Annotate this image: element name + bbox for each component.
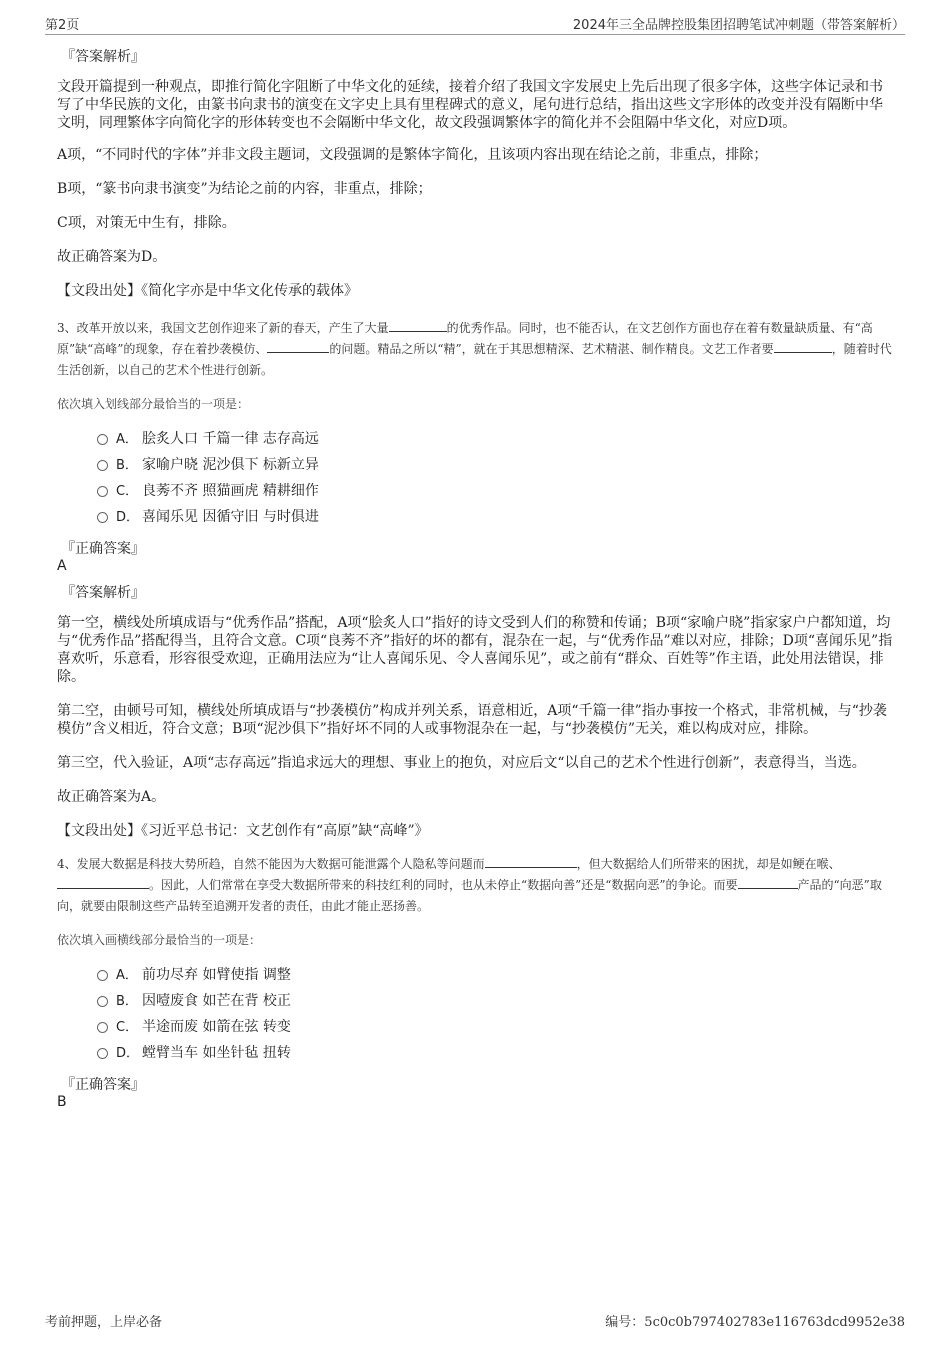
radio-icon[interactable] xyxy=(97,512,108,523)
q4-answer: B xyxy=(57,1094,67,1110)
option-letter: D． xyxy=(116,1046,140,1061)
option-letter: C． xyxy=(116,484,139,499)
document-body xyxy=(57,46,895,1118)
q3-answer: A xyxy=(57,558,67,574)
q3-stem-part: 的问题。精品之所以“精”，就在于其思想精深、艺术精湛、制作精良。文艺工作者要 xyxy=(329,342,774,356)
fill-blank xyxy=(485,855,577,868)
fill-blank xyxy=(389,319,447,332)
option-text: 家喻户晓 泥沙俱下 标新立异 xyxy=(142,457,319,473)
radio-icon[interactable] xyxy=(97,1048,108,1059)
option-letter: D． xyxy=(116,510,140,525)
radio-icon[interactable] xyxy=(97,460,108,471)
q2-source: 【文段出处】《简化字亦是中华文化传承的载体》 xyxy=(57,283,358,299)
q3-option-a[interactable] xyxy=(97,426,895,452)
q2-analysis-para3: B项，“篆书向隶书演变”为结论之前的内容，非重点，排除； xyxy=(57,181,432,197)
q4-stem xyxy=(57,854,895,917)
q4-option-c[interactable] xyxy=(97,1014,895,1040)
q2-analysis-para5: 故正确答案为D。 xyxy=(57,249,167,265)
option-letter: B． xyxy=(116,994,138,1009)
option-text: 脍炙人口 千篇一律 志存高远 xyxy=(142,431,319,447)
q4-stem-part: 产品的“向恶”取向，就要由限制这些产品转至追溯开发者的责任，由此才能止恶扬善。 xyxy=(57,878,882,913)
q4-option-a[interactable] xyxy=(97,962,895,988)
q3-stem-part: 3、改革开放以来，我国文艺创作迎来了新的春天，产生了大量 xyxy=(57,321,389,335)
q4-instruction: 依次填入画横线部分最恰当的一项是： xyxy=(57,933,262,947)
option-letter: B． xyxy=(116,458,138,473)
option-letter: C． xyxy=(116,1020,139,1035)
q3-stem-part: 的优秀作品。同时，也不能否认，在文艺创作方面也存在着有数量缺质量、有“高原”缺“高峰”的现象，存在着抄袭模仿、 xyxy=(57,321,873,356)
option-letter: A． xyxy=(116,432,138,447)
q4-stem-part: 。因此，人们常常在享受大数据所带来的科技红利的同时，也从未停止“数据向善”还是“数据向恶”的争论。而要 xyxy=(149,878,738,892)
q3-option-b[interactable] xyxy=(97,452,895,478)
q4-option-b[interactable] xyxy=(97,988,895,1014)
radio-icon[interactable] xyxy=(97,434,108,445)
radio-icon[interactable] xyxy=(97,970,108,981)
q2-analysis-para1: 文段开篇提到一种观点，即推行简化字阻断了中华文化的延续，接着介绍了我国文字发展史上先后出现了很多字体，这些字体记录和书写了中华民族的文化，由篆书向隶书的演变在文字史上具有里程碑式的意义，尾句进行总结，指出这些文字形体的改变并没有隔断中华文明，同理繁体字向简化字的形体转变也不会隔断中华文化，故文段强调繁体字的简化并不会阻隔中华文化，对应D项。 xyxy=(57,79,883,131)
q2-analysis-para2: A项，“不同时代的字体”并非文段主题词，文段强调的是繁体字简化，且该项内容出现在结论之前，非重点，排除； xyxy=(57,147,768,163)
q3-source: 【文段出处】《习近平总书记：文艺创作有“高原”缺“高峰”》 xyxy=(57,823,429,839)
q3-analysis-para3: 第三空，代入验证，A项“志存高远”指追求远大的理想、事业上的抱负，对应后文“以自己的艺术个性进行创新”，表意得当，当选。 xyxy=(57,755,866,771)
option-text: 因噎废食 如芒在背 校正 xyxy=(142,993,291,1009)
document-id: 编号：5c0c0b797402783e116763dcd9952e38 xyxy=(605,1315,905,1330)
fill-blank xyxy=(57,876,149,889)
q3-instruction: 依次填入划线部分最恰当的一项是： xyxy=(57,397,250,411)
q3-analysis-para4: 故正确答案为A。 xyxy=(57,789,166,805)
q3-analysis-label: 『答案解析』 xyxy=(61,585,145,601)
q4-options xyxy=(97,962,895,1066)
q2-analysis-label: 『答案解析』 xyxy=(61,49,145,65)
q3-analysis-para1: 第一空，横线处所填成语与“优秀作品”搭配，A项“脍炙人口”指好的诗文受到人们的称赞和传诵；B项“家喻户晓”指家家户户都知道，均与“优秀作品”搭配得当，且符合文意。C项“良莠不齐”指好的坏的都有，混杂在一起，与“优秀作品”难以对应，排除；D项“喜闻乐见”指喜欢听，乐意看，形容很受欢迎，正确用法应为“让人喜闻乐见、令人喜闻乐见”，或之前有“群众、百姓等”作主语，此处用法错误，排除。 xyxy=(57,615,893,685)
fill-blank xyxy=(267,340,329,353)
radio-icon[interactable] xyxy=(97,1022,108,1033)
page-number: 第2页 xyxy=(45,18,80,33)
option-text: 半途而废 如箭在弦 转变 xyxy=(142,1019,291,1035)
option-text: 喜闻乐见 因循守旧 与时俱进 xyxy=(142,509,319,525)
option-letter: A． xyxy=(116,968,138,983)
q4-option-d[interactable] xyxy=(97,1040,895,1066)
radio-icon[interactable] xyxy=(97,486,108,497)
q2-analysis-para4: C项，对策无中生有，排除。 xyxy=(57,215,236,231)
fill-blank xyxy=(774,340,832,353)
q3-option-d[interactable] xyxy=(97,504,895,530)
radio-icon[interactable] xyxy=(97,996,108,1007)
q3-stem xyxy=(57,318,895,381)
q3-analysis-para2: 第二空，由顿号可知，横线处所填成语与“抄袭模仿”构成并列关系，语意相近，A项“千篇一律”指办事按一个格式，非常机械，与“抄袭模仿”含义相近，符合文意；B项“泥沙俱下”指好坏不同的人或事物混杂在一起，与“抄袭模仿”无关，难以构成对应，排除。 xyxy=(57,703,887,737)
q3-stem-part: ，随着时代生活创新，以自己的艺术个性进行创新。 xyxy=(57,342,892,377)
fill-blank xyxy=(738,876,798,889)
q4-answer-label: 『正确答案』 xyxy=(61,1077,145,1093)
q4-stem-part: 4、发展大数据是科技大势所趋，自然不能因为大数据可能泄露个人隐私等问题而 xyxy=(57,857,485,871)
q3-options xyxy=(97,426,895,530)
option-text: 螳臂当车 如坐针毡 扭转 xyxy=(142,1045,291,1061)
q3-answer-label: 『正确答案』 xyxy=(61,541,145,557)
q4-stem-part: ，但大数据给人们所带来的困扰，却是如鲠在喉、 xyxy=(576,857,841,871)
page-header xyxy=(45,12,905,35)
document-title: 2024年三全品牌控股集团招聘笔试冲刺题（带答案解析） xyxy=(572,18,905,33)
option-text: 前功尽弃 如臂使指 调整 xyxy=(142,967,291,983)
footer-slogan: 考前押题，上岸必备 xyxy=(45,1315,163,1330)
q3-option-c[interactable] xyxy=(97,478,895,504)
option-text: 良莠不齐 照猫画虎 精耕细作 xyxy=(142,483,319,499)
